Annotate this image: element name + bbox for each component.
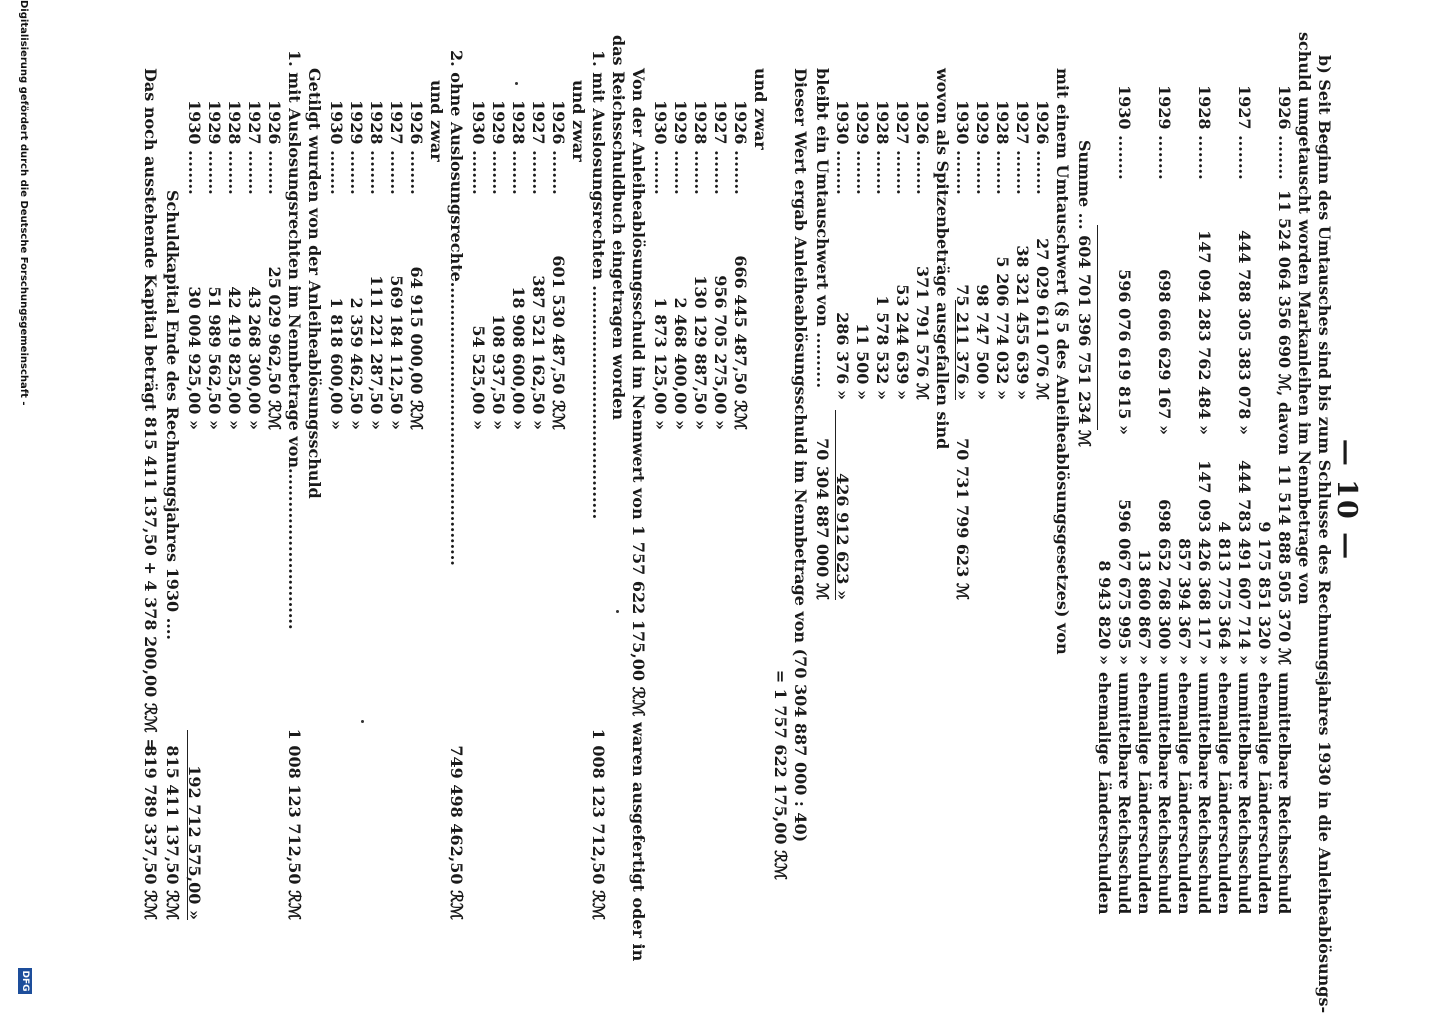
table-row-year: 1927 ........ — [529, 100, 548, 195]
table-row-part1: 11 514 888 505 370 ℳ — [1275, 464, 1294, 665]
table-row-year: 1928 ........ — [509, 100, 528, 195]
table-row-part2: 8 943 820 » — [1095, 560, 1114, 665]
table-row-value: 25 029 962,50 ℛℳ — [265, 266, 284, 430]
sum-rule — [955, 300, 956, 400]
table-row-year: 1927 ........ — [1235, 85, 1254, 180]
table-row-year: 1926 ........ — [731, 100, 750, 195]
table-row-desc2: ehemalige Länderschulden — [1175, 672, 1194, 915]
table-row-value: 2 359 462,50 » — [347, 297, 366, 430]
table-row-desc2: ehemalige Länderschulden — [1215, 672, 1234, 915]
table-row-year: 1930 ........ — [469, 100, 488, 195]
table-row-part1: 596 067 675 995 » — [1115, 499, 1134, 665]
table-row-year: 1930 ........ — [1115, 85, 1134, 180]
table-row-year: 1930 ........ — [953, 100, 972, 195]
table-row-year: 1926 ........ — [1275, 85, 1294, 180]
table-row-value: 1 578 532 » — [873, 295, 892, 400]
table-row-year: 1927 ........ — [711, 100, 730, 195]
table-row-year: 1928 ........ — [691, 100, 710, 195]
section-b-intro-line-2: schuld umgetauscht worden Markanleihen im Nennbetrage von — [1295, 32, 1314, 605]
spitzen-total: 426 912 623 » — [833, 473, 852, 600]
table-row-desc1: unmittelbare Reichsschuld — [1115, 672, 1134, 915]
ausgefertigt-item2-und-zwar: und zwar — [427, 80, 446, 162]
table-row-value: 27 029 611 076 ℳ — [1033, 238, 1052, 400]
table-row-total: 444 788 305 383 078 » — [1235, 230, 1254, 435]
table-row-year: 1927 ........ — [245, 100, 264, 195]
table-row-value: 371 791 576 ℳ — [913, 265, 932, 400]
table-row-value: 2 468 400,00 » — [671, 297, 690, 430]
table-row-part2: 4 813 775 364 » — [1215, 521, 1234, 665]
table-row-value: 98 747 500 » — [973, 284, 992, 400]
dfg-logo: DFG — [18, 968, 32, 994]
speck — [361, 720, 364, 723]
table-row-year: 1928 ........ — [993, 100, 1012, 195]
table-row-value: 75 211 376 » — [953, 284, 972, 400]
table-row-part2: 857 394 367 » — [1175, 538, 1194, 665]
table-row-year: 1927 ........ — [893, 100, 912, 195]
table-row-year: 1929 ........ — [973, 100, 992, 195]
table-row-year: 1929 ........ — [1155, 85, 1174, 180]
table-row-value: 1 818 600,00 » — [327, 297, 346, 430]
table-row-year: 1928 ........ — [873, 100, 892, 195]
table-row-value: 601 530 487,50 ℛℳ — [549, 255, 568, 430]
table-row-value: 51 989 562,50 » — [205, 286, 224, 430]
table-row-year: 1926 ........ — [265, 100, 284, 195]
table-row-year: 1926 ........ — [407, 100, 426, 195]
ausstehend-line: Das noch ausstehende Kapital beträgt 815 411 137,50 + 4 378 200,00 ℛℳ = — [141, 68, 160, 752]
table-row-value: 666 445 487,50 ℛℳ — [731, 255, 750, 430]
table-row-year: 1928 ........ — [225, 100, 244, 195]
sum-rule — [187, 730, 188, 920]
table-row-value: 11 500 » — [853, 323, 872, 400]
remainder-line: bleibt ein Umtauschwert von .......... — [813, 68, 832, 389]
ausgefertigt-line-2: das Reichsschuldbuch eingetragen worden — [609, 35, 628, 421]
speck — [616, 610, 619, 613]
table-row-value: 18 908 600,00 » — [509, 286, 528, 430]
table-row-value: 64 915 000,00 ℛℳ — [407, 266, 426, 430]
table-row-value: 53 244 639 » — [893, 284, 912, 400]
table-row-year: 1926 ........ — [549, 100, 568, 195]
table-row-value: 387 521 162,50 » — [529, 275, 548, 430]
ausgefertigt-item2-total: 749 498 462,50 ℛℳ — [447, 745, 466, 920]
nennbetrag-line-1: Dieser Wert ergab Anleiheablösungsschuld im Nennbetrage von (70 304 887 000 : 40) — [791, 68, 810, 843]
table-row-year: 1929 ........ — [671, 100, 690, 195]
table-row-value: 569 184 112,50 » — [387, 275, 406, 430]
tilgung-total: 192 712 575,00 » — [185, 765, 204, 920]
remainder-value: 70 304 887 000 ℳ — [813, 438, 832, 600]
table-row-total: 698 666 629 167 » — [1155, 269, 1174, 435]
ausgefertigt-item1-total: 1 008 123 712,50 ℛℳ — [589, 728, 608, 920]
ausgefertigt-line-1: Von der Anleiheablösungsschuld im Nennwert von 1 757 622 175,00 ℛℳ waren ausgefertigt oder in — [629, 68, 648, 962]
table-row-value: 286 376 » — [833, 312, 852, 400]
speck — [515, 82, 518, 85]
table-row-year: 1927 ........ — [387, 100, 406, 195]
table-row-part1: 698 652 768 300 » — [1155, 499, 1174, 665]
nennbetrag-line-2: = 1 757 622 175,00 ℛℳ — [771, 669, 790, 880]
table-row-desc2: ehemalige Länderschulden — [1095, 672, 1114, 915]
section-b-intro-line-1: b) Seit Beginn des Umtausches sind bis zum Schlusse des Rechnungsjahres 1930 in die Anleiheablösungs- — [1315, 55, 1334, 1013]
table-row-year: 1929 ........ — [853, 100, 872, 195]
table-row-part1: 147 093 426 368 117 » — [1195, 460, 1214, 665]
table-row-value: 1 873 125,00 » — [651, 297, 670, 430]
sum-rule — [835, 410, 836, 600]
schuldkapital-line: Schuldkapital Ende des Rechnungsjahres 1930 .... — [163, 190, 182, 640]
table-row-year: 1930 ........ — [651, 100, 670, 195]
table-row-year: 1929 ........ — [347, 100, 366, 195]
table-row-part1: 444 783 491 607 714 » — [1235, 460, 1254, 665]
table-row-year: 1928 ........ — [1195, 85, 1214, 180]
table-row-desc1: unmittelbare Reichsschuld — [1235, 672, 1254, 915]
table-row-desc2: ehemalige Länderschulden — [1255, 672, 1274, 915]
table-row-value: 54 525,00 » — [469, 325, 488, 430]
table-row-desc1: unmittelbare Reichsschuld — [1155, 672, 1174, 915]
table-row-value: 111 221 287,50 » — [367, 275, 386, 430]
table-row-value: 130 129 887,50 » — [691, 275, 710, 430]
ausgefertigt-item1-label: 1. mit Auslosungsrechten .......................................... — [589, 50, 608, 520]
table-row-year: 1930 ........ — [833, 100, 852, 195]
table-row-value: 38 321 455 639 » — [1013, 245, 1032, 400]
table-row-total: 147 094 283 762 484 » — [1195, 230, 1214, 435]
getilgt-line-2-total: 1 008 123 712,50 ℛℳ — [285, 728, 304, 920]
table-row-total: 11 524 064 356 690 ℳ, davon — [1275, 190, 1294, 456]
table-row-part2: 13 860 867 » — [1135, 549, 1154, 665]
table-row-total: 596 076 619 815 » — [1115, 269, 1134, 435]
sum-rule — [1097, 225, 1098, 430]
ausstehend-value: 819 789 337,50 ℛℳ — [141, 745, 160, 920]
schuldkapital-value: 815 411 137,50 ℛℳ — [163, 745, 182, 920]
summe-line: Summe ... 604 701 396 751 234 ℳ — [1075, 140, 1094, 448]
table-row-value: 108 937,50 » — [489, 314, 508, 430]
digitization-credit: Digitalisierung gefördert durch die Deutsche Forschungsgemeinschaft - — [18, 0, 29, 406]
umtauschwert-intro: mit einem Umtauschwert (§ 5 des Anleiheablösungsgesetzes) von — [1053, 68, 1072, 655]
table-row-year: 1930 ........ — [327, 100, 346, 195]
table-row-year: 1928 ........ — [367, 100, 386, 195]
page-number: — 10 — — [1331, 438, 1362, 562]
table-row-value: 5 206 774 032 » — [993, 256, 1012, 400]
table-row-desc2: ehemalige Länderschulden — [1135, 672, 1154, 915]
table-row-value: 43 268 300,00 » — [245, 286, 264, 430]
getilgt-line-1: Getilgt wurden von der Anleiheablösungsschuld — [305, 68, 324, 499]
table-row-year: 1929 ........ — [205, 100, 224, 195]
nennbetrag-und-zwar: und zwar — [751, 68, 770, 150]
ausgefertigt-item1-und-zwar: und zwar — [569, 80, 588, 162]
table-row-year: 1929 ........ — [489, 100, 508, 195]
table-row-value: 30 004 925,00 » — [185, 286, 204, 430]
table-row-year: 1927 ........ — [1013, 100, 1032, 195]
table-row-year: 1926 ........ — [913, 100, 932, 195]
spitzen-intro: wovon als Spitzenbeträge ausgefallen sind — [933, 68, 952, 450]
ausgefertigt-item2-label: 2. ohne Auslosungsrechte................................................... — [447, 50, 466, 566]
table-row-value: 42 419 825,00 » — [225, 286, 244, 430]
table-row-year: 1930 ........ — [185, 100, 204, 195]
table-row-value: 956 705 275,00 » — [711, 275, 730, 430]
table-row-desc1: unmittelbare Reichsschuld — [1195, 672, 1214, 915]
umtauschwert-total: 70 731 799 623 ℳ — [953, 438, 972, 600]
table-row-desc1: unmittelbare Reichsschuld — [1275, 672, 1294, 915]
table-row-year: 1926 ........ — [1033, 100, 1052, 195]
table-row-part2: 9 175 851 320 » — [1255, 521, 1274, 665]
getilgt-line-2: 1. mit Auslosungsrechten im Nennbetrage von............................. — [285, 50, 304, 630]
